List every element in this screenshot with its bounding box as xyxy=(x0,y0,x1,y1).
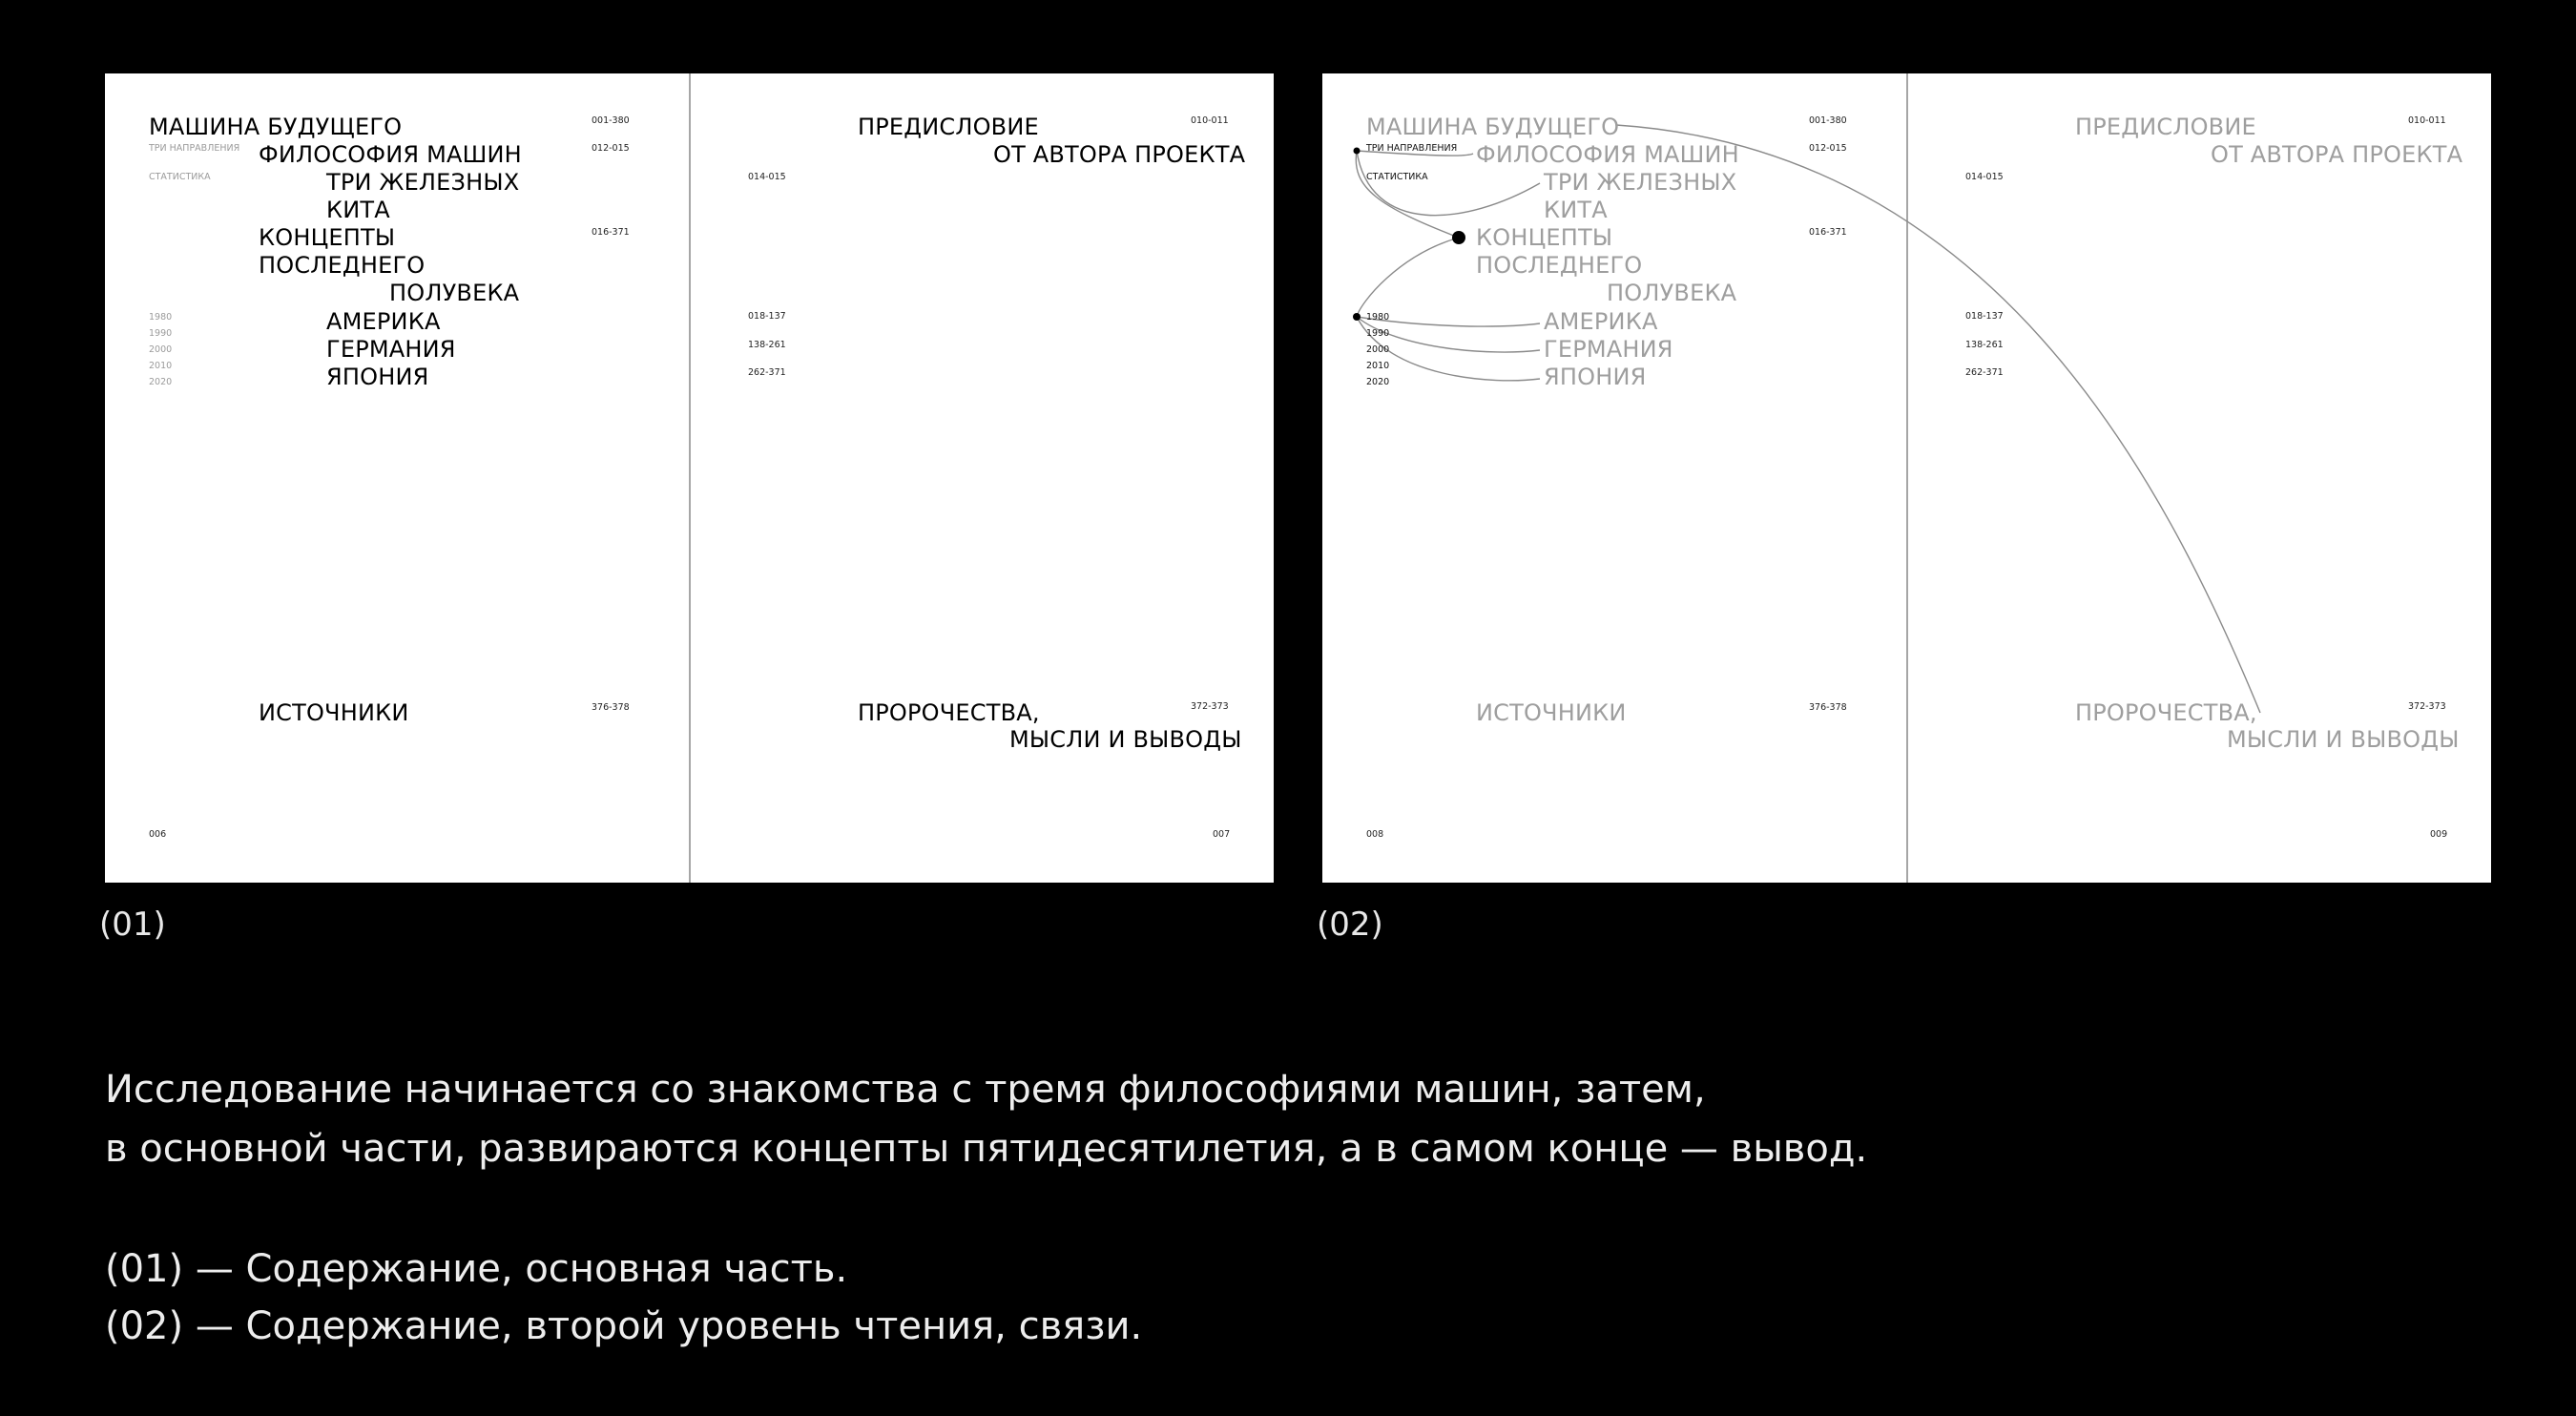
side-label: ТРИ НАПРАВЛЕНИЯ xyxy=(149,143,240,154)
page-range: 010-011 xyxy=(2408,115,2446,126)
legend-line-01: (01) — Содержание, основная часть. xyxy=(105,1247,848,1291)
page-range: 376-378 xyxy=(1809,702,1847,713)
toc-entry: ЯПОНИЯ xyxy=(1544,364,1647,390)
toc-entry: ТРИ ЖЕЛЕЗНЫХ xyxy=(1544,169,1737,196)
toc-entry: ТРИ ЖЕЛЕЗНЫХ xyxy=(326,169,520,196)
page-range: 016-371 xyxy=(1809,227,1847,238)
toc-entry: КИТА xyxy=(326,197,390,223)
toc-entry: КОНЦЕПТЫ xyxy=(1476,224,1613,251)
page-range: 372-373 xyxy=(2408,701,2446,712)
folio: 007 xyxy=(1213,829,1231,840)
legend-line-02: (02) — Содержание, второй уровень чтения, связи. xyxy=(105,1304,1143,1348)
toc-entry: ПОЛУВЕКА xyxy=(1607,280,1737,306)
toc-entry: ПОЛУВЕКА xyxy=(389,280,520,306)
toc-entry: ПРЕДИСЛОВИЕ xyxy=(858,114,1039,140)
toc-entry: КИТА xyxy=(1544,197,1608,223)
side-label: ТРИ НАПРАВЛЕНИЯ xyxy=(1366,143,1458,154)
description-line: в основной части, развираются концепты пятидесятилетия, а в самом конце — вывод. xyxy=(105,1127,1868,1171)
year-label: 2010 xyxy=(149,361,173,371)
toc-entry: ОТ АВТОРА ПРОЕКТА xyxy=(2211,141,2463,168)
node-years xyxy=(1353,313,1361,321)
toc-entry: ИСТОЧНИКИ xyxy=(1476,699,1627,726)
toc-entry: ПОСЛЕДНЕГО xyxy=(259,252,426,279)
folio: 009 xyxy=(2430,829,2448,840)
year-label: 2000 xyxy=(149,344,173,355)
toc-entry: ФИЛОСОФИЯ МАШИН xyxy=(1476,141,1739,168)
link-concepts-to-years xyxy=(1357,238,1459,317)
caption-02: (02) xyxy=(1317,906,1383,944)
side-label: СТАТИСТИКА xyxy=(1366,172,1428,182)
toc-entry: ПРОРОЧЕСТВА, xyxy=(858,699,1040,726)
page-range: 016-371 xyxy=(592,227,630,238)
toc-entry: ГЕРМАНИЯ xyxy=(326,336,456,363)
description-line: Исследование начинается со знакомства с тремя философиями машин, затем, xyxy=(105,1068,1706,1112)
toc-entry: ПРОРОЧЕСТВА, xyxy=(2075,699,2257,726)
page-range: 014-015 xyxy=(748,172,786,182)
year-label: 2000 xyxy=(1366,344,1390,355)
year-label: 1990 xyxy=(1366,328,1390,339)
page-range: 262-371 xyxy=(1965,367,2004,378)
page-range: 001-380 xyxy=(1809,115,1847,126)
node-concepts xyxy=(1452,231,1465,244)
folio: 008 xyxy=(1366,829,1384,840)
toc-entry: ОТ АВТОРА ПРОЕКТА xyxy=(993,141,1246,168)
folio: 006 xyxy=(149,829,167,840)
page-range: 012-015 xyxy=(592,143,630,154)
page-range: 001-380 xyxy=(592,115,630,126)
connection-lines xyxy=(1322,73,2491,883)
toc-entry: КОНЦЕПТЫ xyxy=(259,224,396,251)
toc-entry: ПОСЛЕДНЕГО xyxy=(1476,252,1643,279)
year-label: 2020 xyxy=(1366,377,1390,387)
page-range: 012-015 xyxy=(1809,143,1847,154)
spread-02 xyxy=(1322,73,2491,883)
page-range: 138-261 xyxy=(748,340,786,350)
page-range: 262-371 xyxy=(748,367,786,378)
page-range: 010-011 xyxy=(1191,115,1229,126)
page-range: 018-137 xyxy=(748,311,786,322)
caption-01: (01) xyxy=(99,906,166,944)
page-range: 372-373 xyxy=(1191,701,1229,712)
toc-entry: ПРЕДИСЛОВИЕ xyxy=(2075,114,2256,140)
toc-title: МАШИНА БУДУЩЕГО xyxy=(1366,114,1620,140)
toc-entry: МЫСЛИ И ВЫВОДЫ xyxy=(2227,726,2460,753)
toc-entry: АМЕРИКА xyxy=(326,308,441,335)
side-label: СТАТИСТИКА xyxy=(149,172,211,182)
toc-entry: ФИЛОСОФИЯ МАШИН xyxy=(259,141,522,168)
link-directions-to-concepts xyxy=(1356,151,1459,238)
toc-title: МАШИНА БУДУЩЕГО xyxy=(149,114,403,140)
toc-entry: ЯПОНИЯ xyxy=(326,364,429,390)
year-label: 1980 xyxy=(149,312,173,323)
gutter-line xyxy=(689,73,691,883)
year-label: 1990 xyxy=(149,328,173,339)
page-range: 138-261 xyxy=(1965,340,2004,350)
page-range: 014-015 xyxy=(1965,172,2004,182)
year-label: 2020 xyxy=(149,377,173,387)
year-label: 1980 xyxy=(1366,312,1390,323)
toc-entry: ИСТОЧНИКИ xyxy=(259,699,409,726)
year-label: 2010 xyxy=(1366,361,1390,371)
page-range: 376-378 xyxy=(592,702,630,713)
toc-entry: ГЕРМАНИЯ xyxy=(1544,336,1673,363)
node-directions xyxy=(1354,148,1361,155)
toc-entry: МЫСЛИ И ВЫВОДЫ xyxy=(1009,726,1242,753)
link-title-to-prophecy xyxy=(1616,125,2260,713)
page-range: 018-137 xyxy=(1965,311,2004,322)
spread-01 xyxy=(105,73,1274,883)
toc-entry: АМЕРИКА xyxy=(1544,308,1658,335)
